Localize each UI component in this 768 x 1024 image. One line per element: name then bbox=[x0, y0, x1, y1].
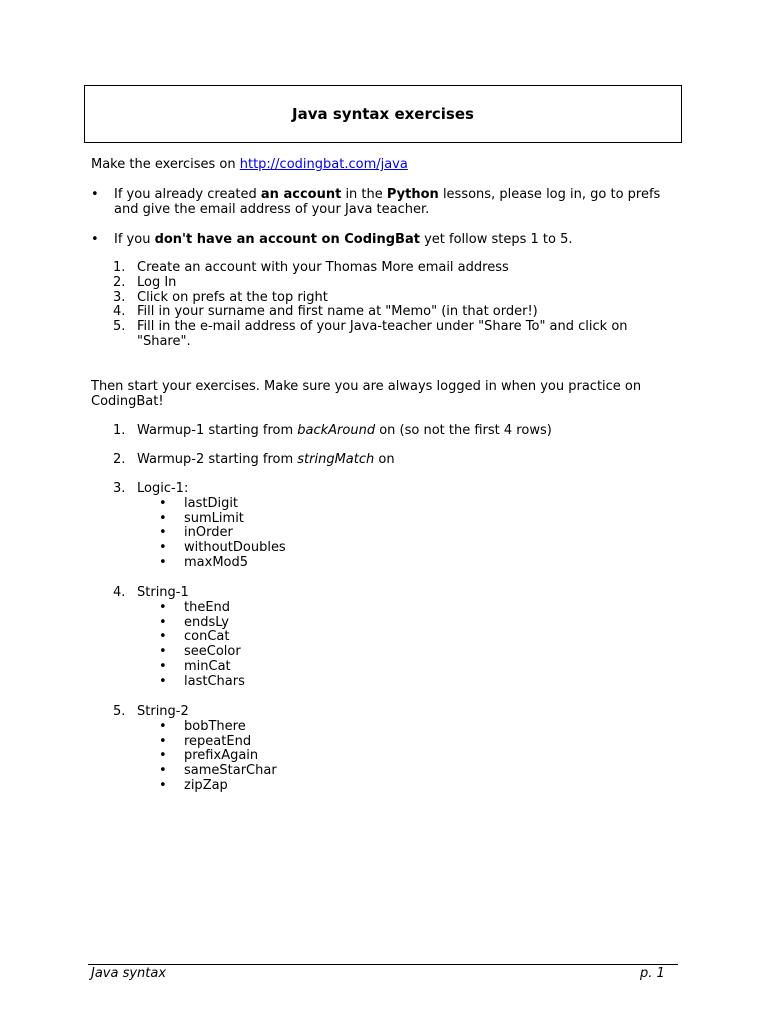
steps-list bbox=[113, 261, 673, 350]
codingbat-link[interactable]: http://codingbat.com/java bbox=[239, 157, 408, 172]
exercise-item: • prefixAgain bbox=[159, 748, 259, 764]
exercise-item: • sumLimit bbox=[159, 510, 244, 526]
footer-title: Java syntax bbox=[91, 966, 167, 981]
exercise-item: • inOrder bbox=[159, 525, 233, 541]
step-item: 3. Click on prefs at the top right bbox=[113, 289, 328, 305]
step-item: 2. Log In bbox=[113, 274, 177, 290]
bullet-text: If you don't have an account on CodingBat yet follow steps 1 to 5. bbox=[114, 232, 573, 247]
exercise-heading: Logic-1: bbox=[137, 481, 189, 496]
exercise-4-items bbox=[113, 601, 673, 690]
step-item: 1. Create an account with your Thomas More email address bbox=[113, 260, 509, 275]
exercise-item: • endsLy bbox=[159, 614, 230, 630]
exercise-5-items bbox=[113, 720, 673, 794]
start-exercises-text: Then start your exercises. Make sure you are always logged in when you practice on CodingBat! bbox=[91, 379, 642, 409]
exercise-item: • repeatEnd bbox=[159, 733, 252, 749]
exercise-item: • minCat bbox=[159, 658, 231, 674]
exercise-heading: String-1 bbox=[137, 585, 189, 600]
exercise-item: • zipZap bbox=[159, 777, 228, 793]
exercise-3: 3. Logic-1: • lastDigit • sumLimit • inOrder • withoutDoubles • maxMod5 bbox=[113, 482, 673, 571]
exercise-4: 4. String-1 • theEnd • endsLy • conCat • seeColor • minCat • lastChars bbox=[113, 586, 673, 690]
page-number: p. 1 bbox=[640, 966, 665, 981]
exercise-item: • lastDigit bbox=[159, 495, 239, 511]
exercise-heading: String-2 bbox=[137, 704, 189, 719]
exercise-item: • seeColor bbox=[159, 644, 241, 660]
intro-line bbox=[91, 157, 408, 172]
exercise-3-items bbox=[113, 497, 673, 571]
exercise-1: 1. Warmup-1 starting from backAround on (so not the first 4 rows) bbox=[113, 423, 552, 438]
bullet-text: If you already created an account in the Python lessons, please log in, go to prefs and give the email address of your Java teacher. bbox=[114, 187, 661, 217]
exercise-item: • theEnd bbox=[159, 599, 231, 615]
exercise-2: 2. Warmup-2 starting from stringMatch on bbox=[113, 452, 395, 467]
intro-text: Make the exercises on bbox=[91, 157, 240, 172]
exercise-item: • maxMod5 bbox=[159, 554, 249, 570]
footer-divider bbox=[88, 964, 678, 965]
exercise-item: • withoutDoubles bbox=[159, 540, 286, 556]
step-item: 5. Fill in the e-mail address of your Java-teacher under "Share To" and click on "Share". bbox=[113, 319, 628, 349]
exercise-item: • sameStarChar bbox=[159, 763, 277, 779]
page-title: Java syntax exercises bbox=[292, 105, 474, 123]
exercise-5: 5. String-2 • bobThere • repeatEnd • prefixAgain • sameStarChar • zipZap bbox=[113, 705, 673, 794]
title-box bbox=[84, 85, 682, 143]
bullet-dot: • bbox=[91, 232, 99, 247]
exercise-item: • conCat bbox=[159, 629, 230, 645]
exercise-item: • lastChars bbox=[159, 673, 245, 689]
exercise-item: • bobThere bbox=[159, 718, 246, 734]
bullet-dot: • bbox=[91, 187, 99, 202]
step-item: 4. Fill in your surname and first name at "Memo" (in that order!) bbox=[113, 304, 538, 320]
